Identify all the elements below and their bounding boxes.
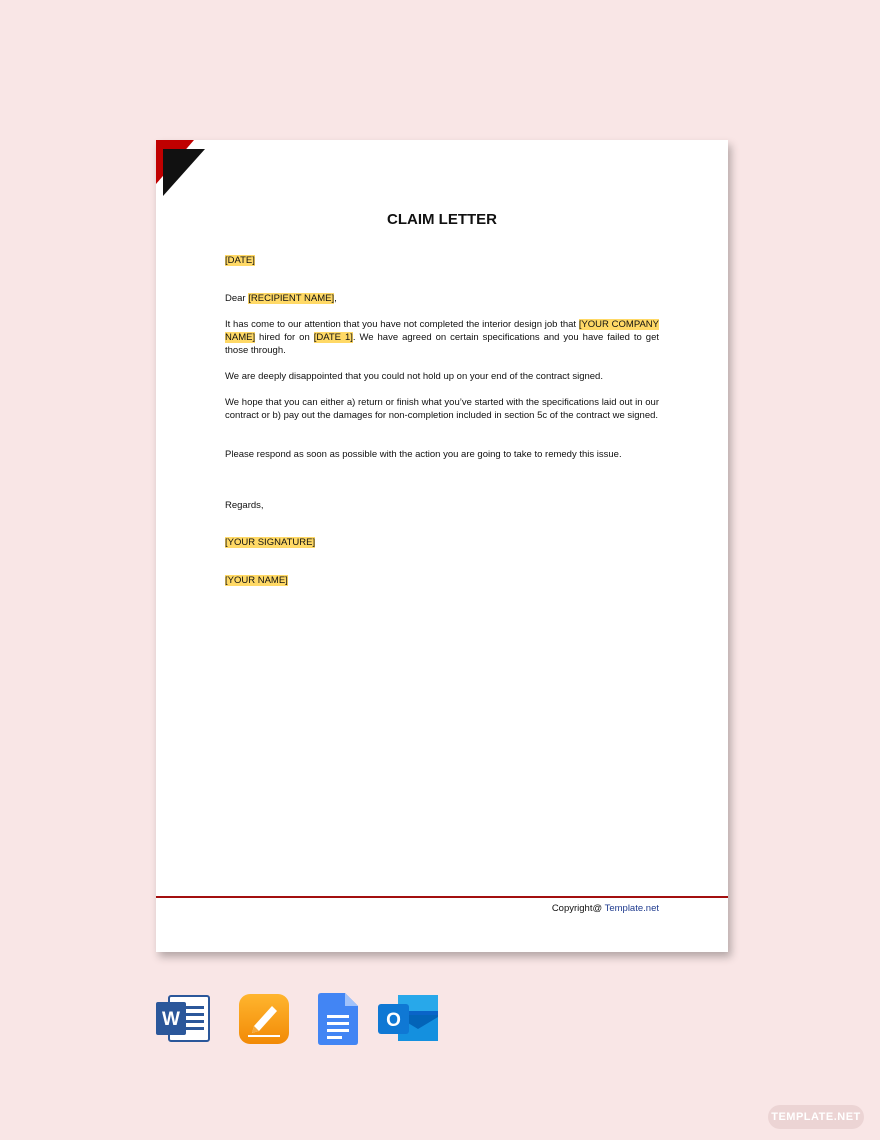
copyright — [552, 903, 659, 914]
paragraph-4: Please respond as soon as possible with the action you are going to take to remedy this issue. — [225, 449, 622, 460]
word-icon-letter: W — [162, 1009, 180, 1030]
document-page — [156, 140, 728, 952]
google-docs-icon[interactable] — [318, 993, 358, 1045]
paragraph-3: We hope that you can either a) return or finish what you’ve started with the specifications laid out in our contract or b) pay out the damages for non-completion included in section 5c of the contract we signed. — [225, 397, 659, 421]
paragraph-1-text: hired for on — [255, 332, 314, 343]
word-icon[interactable] — [156, 993, 210, 1045]
paragraph-2: We are deeply disappointed that you could not hold up on your end of the contract signed. — [225, 371, 603, 382]
salutation-suffix: , — [334, 293, 337, 304]
outlook-icon-letter: O — [386, 1010, 401, 1031]
date-line — [225, 254, 659, 267]
recipient-placeholder: [RECIPIENT NAME] — [248, 293, 335, 304]
date-placeholder: [DATE] — [225, 255, 255, 266]
pages-icon[interactable] — [238, 993, 290, 1045]
salutation — [225, 292, 659, 305]
letter-title: CLAIM LETTER — [387, 211, 497, 228]
paragraph-1-text: It has come to our attention that you have not completed the interior design job that — [225, 319, 579, 330]
date-1-placeholder: [DATE 1] — [313, 332, 353, 343]
name-placeholder: [YOUR NAME] — [225, 575, 288, 586]
template-net-badge[interactable]: TEMPLATE.NET — [768, 1105, 864, 1129]
template-net-link[interactable]: Template.net — [604, 903, 659, 914]
outlook-icon[interactable] — [378, 993, 440, 1045]
paragraph-1 — [225, 318, 659, 357]
corner-decoration — [156, 140, 208, 200]
footer-divider — [156, 896, 728, 898]
signature-line — [225, 536, 659, 549]
salutation-prefix: Dear — [225, 293, 249, 304]
copyright-label: Copyright@ — [551, 903, 605, 914]
signature-placeholder: [YOUR SIGNATURE] — [225, 537, 316, 548]
company-placeholder: [YOUR COMPANY NAME] — [225, 319, 659, 343]
name-line — [225, 574, 659, 587]
paragraph-1-text: . We have agreed on certain specifications and you have failed to get those through. — [225, 332, 659, 356]
closing: Regards, — [225, 500, 264, 511]
